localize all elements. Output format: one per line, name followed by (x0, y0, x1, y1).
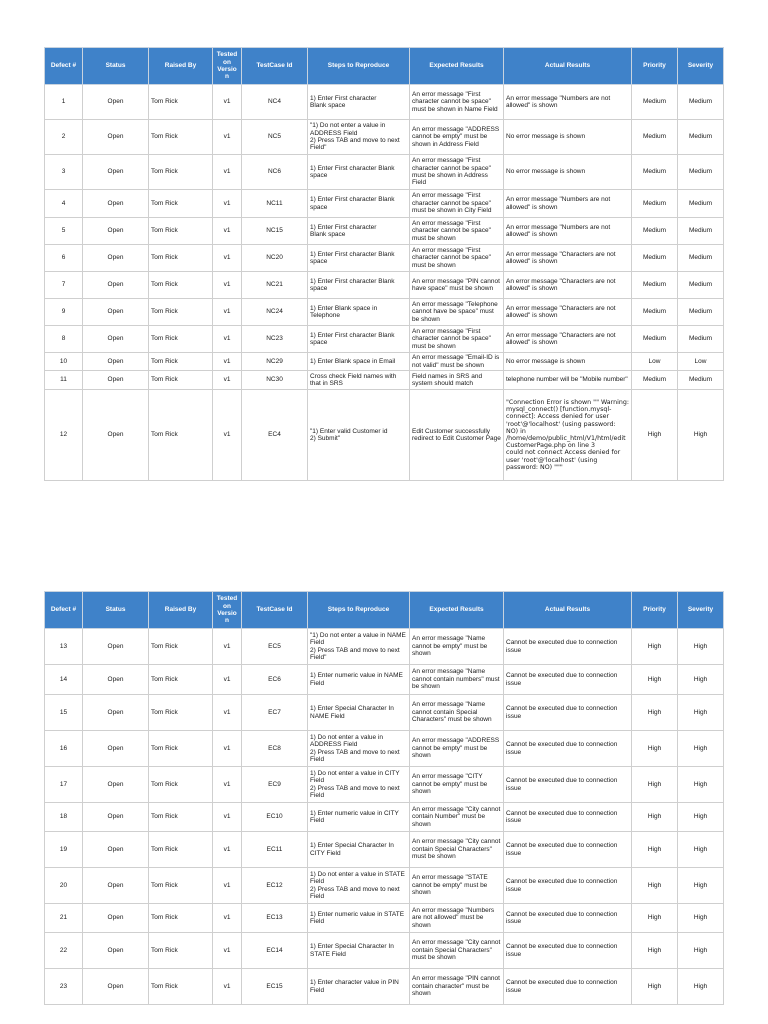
defect-number-cell: 11 (45, 371, 83, 390)
actual-results-cell: No error message is shown (504, 155, 632, 190)
status-cell: Open (83, 832, 149, 868)
raised-by-cell: Tom Rick (149, 299, 213, 326)
steps-to-reproduce-cell: 1) Do not enter a value in ADDRESS Field 2) Press TAB and move to next Field (308, 731, 410, 767)
expected-results-cell: An error message "STATE cannot be empty" must be shown (410, 868, 504, 904)
raised-by-cell: Tom Rick (149, 245, 213, 272)
status-cell: Open (83, 767, 149, 803)
defect-number-cell: 13 (45, 629, 83, 665)
raised-by-cell: Tom Rick (149, 868, 213, 904)
tested-version-cell: v1 (213, 629, 242, 665)
steps-to-reproduce-cell: 1) Enter First character Blank space (308, 272, 410, 299)
steps-to-reproduce-cell: 1) Enter First character Blank space (308, 155, 410, 190)
expected-results-cell: An error message "First character cannot be space" must be shown in Name Field (410, 85, 504, 120)
raised-by-cell: Tom Rick (149, 353, 213, 371)
actual-results-cell: Cannot be executed due to connection issue (504, 629, 632, 665)
priority-cell: High (632, 629, 678, 665)
steps-to-reproduce-cell: 1) Enter numeric value in STATE Field (308, 904, 410, 933)
priority-cell: High (632, 933, 678, 969)
actual-results-cell: No error message is shown (504, 120, 632, 155)
defect-number-cell: 3 (45, 155, 83, 190)
defect-number-cell: 6 (45, 245, 83, 272)
status-cell: Open (83, 218, 149, 245)
header-tested-on-version: Tested on Versio n (213, 48, 242, 85)
defect-number-cell: 14 (45, 665, 83, 695)
severity-cell: High (678, 767, 724, 803)
raised-by-cell: Tom Rick (149, 390, 213, 481)
defect-number-cell: 5 (45, 218, 83, 245)
actual-results-cell: "Connection Error is shown "" Warning: mysql_connect() [function.mysql-connect]: Access denied for user 'root'@'localhost' (using password: NO) in /home/demo/public_html/V1/html/editCustomerPage.php on line 3 could not connect Access denied for user 'root'@'localhost' (using password: NO) """ (504, 390, 632, 481)
severity-cell: Medium (678, 299, 724, 326)
priority-cell: Medium (632, 272, 678, 299)
testcase-id-cell: NC23 (242, 326, 308, 353)
testcase-id-cell: EC10 (242, 803, 308, 832)
testcase-id-cell: NC4 (242, 85, 308, 120)
status-cell: Open (83, 695, 149, 731)
actual-results-cell: telephone number will be "Mobile number" (504, 371, 632, 390)
severity-cell: Medium (678, 371, 724, 390)
raised-by-cell: Tom Rick (149, 218, 213, 245)
expected-results-cell: Field names in SRS and system should match (410, 371, 504, 390)
actual-results-cell: Cannot be executed due to connection issue (504, 803, 632, 832)
header-priority: Priority (632, 592, 678, 629)
header-expected-results: Expected Results (410, 48, 504, 85)
status-cell: Open (83, 969, 149, 1005)
defect-table-2 (44, 591, 724, 1005)
defect-number-cell: 8 (45, 326, 83, 353)
defect-number-cell: 19 (45, 832, 83, 868)
severity-cell: High (678, 868, 724, 904)
priority-cell: Medium (632, 245, 678, 272)
testcase-id-cell: NC29 (242, 353, 308, 371)
priority-cell: High (632, 904, 678, 933)
table-row (45, 272, 724, 299)
tested-version-cell: v1 (213, 218, 242, 245)
status-cell: Open (83, 120, 149, 155)
priority-cell: Medium (632, 155, 678, 190)
header-raised-by: Raised By (149, 592, 213, 629)
table-row (45, 85, 724, 120)
steps-to-reproduce-cell: 1) Enter numeric value in NAME Field (308, 665, 410, 695)
header-actual-results: Actual Results (504, 592, 632, 629)
severity-cell: High (678, 665, 724, 695)
steps-to-reproduce-cell: "1) Enter valid Customer id 2) Submit" (308, 390, 410, 481)
header-actual-results: Actual Results (504, 48, 632, 85)
tested-version-cell: v1 (213, 371, 242, 390)
raised-by-cell: Tom Rick (149, 832, 213, 868)
defect-number-cell: 18 (45, 803, 83, 832)
expected-results-cell: An error message "First character cannot be space" must be shown (410, 245, 504, 272)
expected-results-cell: An error message "Name cannot be empty" must be shown (410, 629, 504, 665)
priority-cell: High (632, 695, 678, 731)
raised-by-cell: Tom Rick (149, 629, 213, 665)
testcase-id-cell: NC24 (242, 299, 308, 326)
steps-to-reproduce-cell: 1) Enter Special Character In NAME Field (308, 695, 410, 731)
status-cell: Open (83, 299, 149, 326)
severity-cell: Medium (678, 85, 724, 120)
testcase-id-cell: EC9 (242, 767, 308, 803)
defect-number-cell: 23 (45, 969, 83, 1005)
raised-by-cell: Tom Rick (149, 933, 213, 969)
priority-cell: Medium (632, 190, 678, 218)
steps-to-reproduce-cell: 1) Enter Blank space in Telephone (308, 299, 410, 326)
table-header-row (45, 48, 724, 85)
table-row (45, 390, 724, 481)
status-cell: Open (83, 629, 149, 665)
severity-cell: Medium (678, 272, 724, 299)
header-defect-number: Defect # (45, 592, 83, 629)
steps-to-reproduce-cell: 1) Enter character value in PIN Field (308, 969, 410, 1005)
steps-to-reproduce-cell: 1) Enter First character Blank space (308, 326, 410, 353)
header-testcase-id: TestCase Id (242, 48, 308, 85)
testcase-id-cell: NC15 (242, 218, 308, 245)
raised-by-cell: Tom Rick (149, 969, 213, 1005)
testcase-id-cell: EC11 (242, 832, 308, 868)
table-row (45, 695, 724, 731)
expected-results-cell: An error message "First character cannot be space" must be shown in City Field (410, 190, 504, 218)
header-testcase-id: TestCase Id (242, 592, 308, 629)
expected-results-cell: An error message "ADDRESS cannot be empty" must be shown (410, 731, 504, 767)
priority-cell: High (632, 767, 678, 803)
status-cell: Open (83, 904, 149, 933)
severity-cell: High (678, 832, 724, 868)
header-status: Status (83, 592, 149, 629)
raised-by-cell: Tom Rick (149, 120, 213, 155)
priority-cell: Medium (632, 120, 678, 155)
table-row (45, 803, 724, 832)
severity-cell: Medium (678, 218, 724, 245)
severity-cell: High (678, 803, 724, 832)
priority-cell: High (632, 731, 678, 767)
status-cell: Open (83, 326, 149, 353)
raised-by-cell: Tom Rick (149, 190, 213, 218)
actual-results-cell: An error message "Characters are not allowed" is shown (504, 299, 632, 326)
actual-results-cell: Cannot be executed due to connection issue (504, 731, 632, 767)
raised-by-cell: Tom Rick (149, 326, 213, 353)
header-raised-by: Raised By (149, 48, 213, 85)
tested-version-cell: v1 (213, 803, 242, 832)
tested-version-cell: v1 (213, 904, 242, 933)
status-cell: Open (83, 868, 149, 904)
expected-results-cell: An error message "First character cannot be space" must be shown (410, 218, 504, 245)
testcase-id-cell: NC21 (242, 272, 308, 299)
status-cell: Open (83, 933, 149, 969)
expected-results-cell: An error message "First character cannot be space" must be shown (410, 326, 504, 353)
status-cell: Open (83, 272, 149, 299)
defect-number-cell: 22 (45, 933, 83, 969)
defect-number-cell: 17 (45, 767, 83, 803)
tested-version-cell: v1 (213, 665, 242, 695)
defect-number-cell: 12 (45, 390, 83, 481)
actual-results-cell: Cannot be executed due to connection issue (504, 832, 632, 868)
table-header-row (45, 592, 724, 629)
table-row (45, 245, 724, 272)
severity-cell: Medium (678, 190, 724, 218)
status-cell: Open (83, 85, 149, 120)
testcase-id-cell: NC20 (242, 245, 308, 272)
tested-version-cell: v1 (213, 155, 242, 190)
priority-cell: High (632, 665, 678, 695)
steps-to-reproduce-cell: 1) Enter Blank space in Email (308, 353, 410, 371)
steps-to-reproduce-cell: "1) Do not enter a value in NAME Field 2) Press TAB and move to next Field" (308, 629, 410, 665)
table-row (45, 731, 724, 767)
expected-results-cell: An error message "City cannot contain Special Characters" must be shown (410, 933, 504, 969)
status-cell: Open (83, 803, 149, 832)
steps-to-reproduce-cell: 1) Enter Special Character In STATE Field (308, 933, 410, 969)
priority-cell: Medium (632, 85, 678, 120)
expected-results-cell: An error message "PIN cannot contain character" must be shown (410, 969, 504, 1005)
header-expected-results: Expected Results (410, 592, 504, 629)
tested-version-cell: v1 (213, 933, 242, 969)
tested-version-cell: v1 (213, 190, 242, 218)
table-row (45, 218, 724, 245)
actual-results-cell: An error message "Numbers are not allowed" is shown (504, 218, 632, 245)
priority-cell: Low (632, 353, 678, 371)
severity-cell: High (678, 390, 724, 481)
expected-results-cell: An error message "Numbers are not allowed" must be shown (410, 904, 504, 933)
steps-to-reproduce-cell: 1) Do not enter a value in STATE Field 2) Press TAB and move to next Field (308, 868, 410, 904)
table-row (45, 832, 724, 868)
defect-number-cell: 20 (45, 868, 83, 904)
raised-by-cell: Tom Rick (149, 695, 213, 731)
testcase-id-cell: NC5 (242, 120, 308, 155)
tested-version-cell: v1 (213, 85, 242, 120)
testcase-id-cell: EC8 (242, 731, 308, 767)
header-severity: Severity (678, 592, 724, 629)
steps-to-reproduce-cell: 1) Enter First character Blank space (308, 85, 410, 120)
testcase-id-cell: NC6 (242, 155, 308, 190)
raised-by-cell: Tom Rick (149, 85, 213, 120)
expected-results-cell: An error message "City cannot contain Number" must be shown (410, 803, 504, 832)
severity-cell: Low (678, 353, 724, 371)
table-row (45, 933, 724, 969)
priority-cell: Medium (632, 371, 678, 390)
table-row (45, 969, 724, 1005)
severity-cell: Medium (678, 245, 724, 272)
table-row (45, 120, 724, 155)
expected-results-cell: An error message "Telephone cannot have be space" must be shown (410, 299, 504, 326)
priority-cell: High (632, 868, 678, 904)
actual-results-cell: Cannot be executed due to connection issue (504, 904, 632, 933)
tested-version-cell: v1 (213, 868, 242, 904)
tested-version-cell: v1 (213, 272, 242, 299)
steps-to-reproduce-cell: 1) Enter Special Character In CITY Field (308, 832, 410, 868)
tested-version-cell: v1 (213, 120, 242, 155)
steps-to-reproduce-cell: Cross check Field names with that in SRS (308, 371, 410, 390)
priority-cell: High (632, 390, 678, 481)
testcase-id-cell: EC12 (242, 868, 308, 904)
header-priority: Priority (632, 48, 678, 85)
tested-version-cell: v1 (213, 390, 242, 481)
tested-version-cell: v1 (213, 767, 242, 803)
expected-results-cell: An error message "Name cannot contain Special Characters" must be shown (410, 695, 504, 731)
table-row (45, 629, 724, 665)
defect-number-cell: 9 (45, 299, 83, 326)
actual-results-cell: An error message "Characters are not allowed" is shown (504, 326, 632, 353)
header-steps: Steps to Reproduce (308, 48, 410, 85)
testcase-id-cell: EC14 (242, 933, 308, 969)
defect-number-cell: 15 (45, 695, 83, 731)
severity-cell: High (678, 933, 724, 969)
defect-table-1 (44, 47, 724, 481)
testcase-id-cell: EC13 (242, 904, 308, 933)
testcase-id-cell: NC11 (242, 190, 308, 218)
expected-results-cell: An error message "City cannot contain Special Characters" must be shown (410, 832, 504, 868)
raised-by-cell: Tom Rick (149, 731, 213, 767)
priority-cell: High (632, 803, 678, 832)
defect-number-cell: 4 (45, 190, 83, 218)
table-row (45, 299, 724, 326)
severity-cell: Medium (678, 326, 724, 353)
status-cell: Open (83, 245, 149, 272)
raised-by-cell: Tom Rick (149, 904, 213, 933)
expected-results-cell: An error message "Email-ID is not valid" must be shown (410, 353, 504, 371)
raised-by-cell: Tom Rick (149, 155, 213, 190)
status-cell: Open (83, 155, 149, 190)
priority-cell: High (632, 832, 678, 868)
raised-by-cell: Tom Rick (149, 665, 213, 695)
actual-results-cell: Cannot be executed due to connection issue (504, 969, 632, 1005)
severity-cell: High (678, 969, 724, 1005)
expected-results-cell: An error message "CITY cannot be empty" must be shown (410, 767, 504, 803)
table-row (45, 904, 724, 933)
priority-cell: Medium (632, 218, 678, 245)
defect-number-cell: 21 (45, 904, 83, 933)
status-cell: Open (83, 665, 149, 695)
actual-results-cell: Cannot be executed due to connection issue (504, 767, 632, 803)
header-tested-on-version: Tested on Versio n (213, 592, 242, 629)
raised-by-cell: Tom Rick (149, 272, 213, 299)
testcase-id-cell: EC15 (242, 969, 308, 1005)
header-defect-number: Defect # (45, 48, 83, 85)
expected-results-cell: An error message "Name cannot contain numbers" must be shown (410, 665, 504, 695)
testcase-id-cell: NC30 (242, 371, 308, 390)
tested-version-cell: v1 (213, 832, 242, 868)
steps-to-reproduce-cell: "1) Do not enter a value in ADDRESS Field 2) Press TAB and move to next Field" (308, 120, 410, 155)
actual-results-cell: Cannot be executed due to connection issue (504, 665, 632, 695)
tested-version-cell: v1 (213, 695, 242, 731)
actual-results-cell: An error message "Numbers are not allowed" is shown (504, 85, 632, 120)
header-steps: Steps to Reproduce (308, 592, 410, 629)
severity-cell: High (678, 629, 724, 665)
testcase-id-cell: EC5 (242, 629, 308, 665)
steps-to-reproduce-cell: 1) Enter First character Blank space (308, 245, 410, 272)
actual-results-cell: An error message "Characters are not allowed" is shown (504, 245, 632, 272)
table-row (45, 767, 724, 803)
raised-by-cell: Tom Rick (149, 767, 213, 803)
status-cell: Open (83, 371, 149, 390)
defect-number-cell: 10 (45, 353, 83, 371)
tested-version-cell: v1 (213, 245, 242, 272)
tested-version-cell: v1 (213, 969, 242, 1005)
table-row (45, 326, 724, 353)
actual-results-cell: Cannot be executed due to connection issue (504, 868, 632, 904)
steps-to-reproduce-cell: 1) Enter First character Blank space (308, 218, 410, 245)
tested-version-cell: v1 (213, 731, 242, 767)
tested-version-cell: v1 (213, 326, 242, 353)
severity-cell: High (678, 904, 724, 933)
steps-to-reproduce-cell: 1) Enter numeric value in CITY Field (308, 803, 410, 832)
tested-version-cell: v1 (213, 299, 242, 326)
actual-results-cell: Cannot be executed due to connection issue (504, 933, 632, 969)
header-status: Status (83, 48, 149, 85)
expected-results-cell: An error message "PIN cannot have space" must be shown (410, 272, 504, 299)
status-cell: Open (83, 353, 149, 371)
table-row (45, 353, 724, 371)
table-row (45, 371, 724, 390)
status-cell: Open (83, 731, 149, 767)
actual-results-cell: An error message "Characters are not allowed" is shown (504, 272, 632, 299)
steps-to-reproduce-cell: 1) Do not enter a value in CITY Field 2) Press TAB and move to next Field (308, 767, 410, 803)
severity-cell: High (678, 731, 724, 767)
defect-number-cell: 1 (45, 85, 83, 120)
steps-to-reproduce-cell: 1) Enter First character Blank space (308, 190, 410, 218)
actual-results-cell: No error message is shown (504, 353, 632, 371)
raised-by-cell: Tom Rick (149, 371, 213, 390)
testcase-id-cell: EC6 (242, 665, 308, 695)
raised-by-cell: Tom Rick (149, 803, 213, 832)
header-severity: Severity (678, 48, 724, 85)
table-row (45, 868, 724, 904)
severity-cell: High (678, 695, 724, 731)
status-cell: Open (83, 190, 149, 218)
defect-number-cell: 2 (45, 120, 83, 155)
priority-cell: Medium (632, 299, 678, 326)
testcase-id-cell: EC4 (242, 390, 308, 481)
table-row (45, 665, 724, 695)
table-row (45, 155, 724, 190)
expected-results-cell: Edit Customer successfully redirect to Edit Customer Page (410, 390, 504, 481)
actual-results-cell: Cannot be executed due to connection issue (504, 695, 632, 731)
defect-number-cell: 16 (45, 731, 83, 767)
severity-cell: Medium (678, 155, 724, 190)
testcase-id-cell: EC7 (242, 695, 308, 731)
status-cell: Open (83, 390, 149, 481)
tested-version-cell: v1 (213, 353, 242, 371)
actual-results-cell: An error message "Numbers are not allowed" is shown (504, 190, 632, 218)
severity-cell: Medium (678, 120, 724, 155)
expected-results-cell: An error message "First character cannot be space" must be shown in Address Field (410, 155, 504, 190)
priority-cell: High (632, 969, 678, 1005)
table-row (45, 190, 724, 218)
priority-cell: Medium (632, 326, 678, 353)
defect-number-cell: 7 (45, 272, 83, 299)
expected-results-cell: An error message "ADDRESS cannot be empty" must be shown in Address Field (410, 120, 504, 155)
